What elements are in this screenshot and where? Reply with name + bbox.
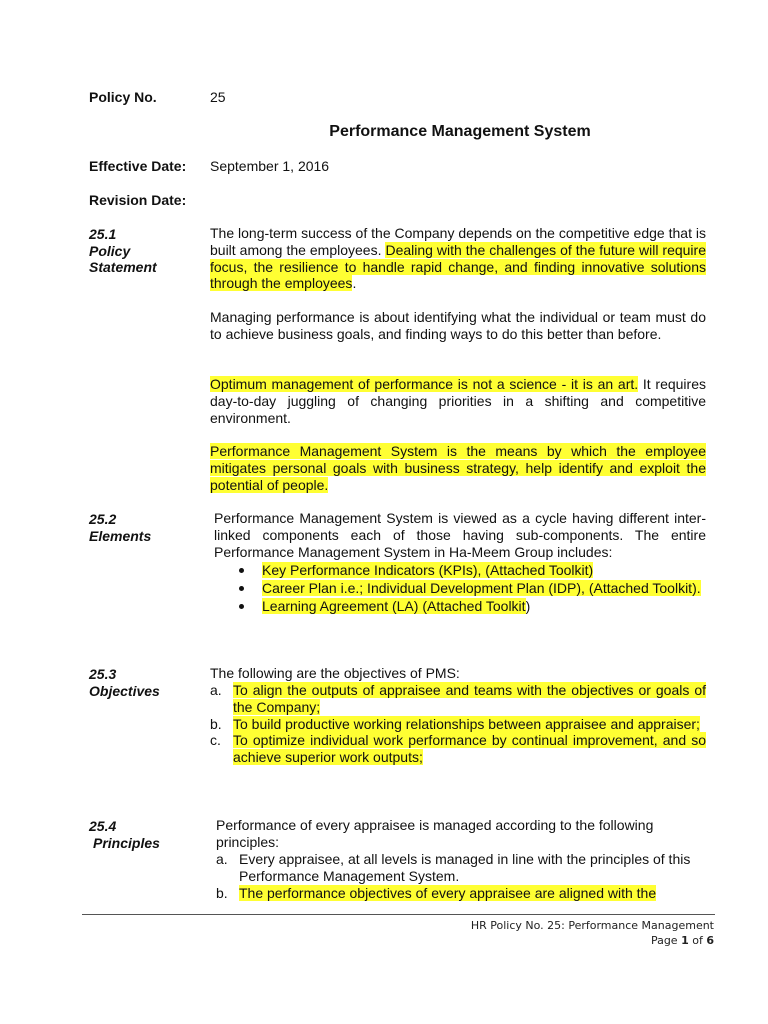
objectives-intro: The following are the objectives of PMS: [210, 665, 460, 681]
highlighted-text: Career Plan i.e.; Individual Development Plan (IDP), (Attached Toolkit). [262, 580, 701, 596]
current-page: 1 [681, 934, 689, 947]
policy-statement-p2: Managing performance is about identifying what the individual or team must do to achieve business goals, and finding ways to do this better than before. [210, 309, 706, 342]
footer-page-number [651, 934, 714, 947]
objectives-list [210, 682, 706, 766]
total-pages: 6 [706, 934, 714, 947]
section-name-line: Policy [89, 242, 131, 259]
highlighted-text: To optimize individual work performance by continual improvement, and so achieve superior work outputs; [233, 732, 706, 766]
list-item [214, 598, 706, 615]
section-name-line: Statement [89, 259, 157, 276]
section-number: 25.1 [89, 226, 117, 242]
footer-divider [82, 914, 715, 915]
principles-intro: Performance of every appraisee is managed according to the following principles: [216, 817, 654, 850]
list-marker: b. [210, 715, 222, 732]
highlighted-text: Performance Management System is the means by which the employee mitigates personal goals with business strategy, help identify and exploit the potential of people. [210, 443, 706, 493]
list-marker: c. [210, 732, 221, 749]
section-name-line: Objectives [89, 682, 160, 699]
highlighted-text: Key Performance Indicators (KPIs), (Attached Toolkit) [262, 562, 594, 578]
highlighted-text: Optimum management of performance is not a science - it is an art. [210, 376, 639, 392]
text-run: Page [650, 934, 682, 947]
section-number: 25.4 [89, 818, 117, 834]
highlighted-text: The performance objectives of every appraisee are aligned with the [239, 884, 657, 901]
page-title [0, 123, 768, 141]
elements-list [214, 562, 706, 615]
revision-date-label: Revision Date: [89, 192, 187, 208]
text-run: . [352, 275, 357, 292]
section-25-2-heading [89, 511, 151, 544]
highlighted-text: Dealing with the challenges of the future will require focus, the resilience to handle rapid change, and finding innovative solutions through the employees [210, 241, 706, 292]
policy-statement-p3 [210, 376, 706, 426]
elements-intro: Performance Management System is viewed as a cycle having different inter-linked components each of those having sub-components. The entire Performance Management System in Ha-Meem Group includes: [214, 510, 706, 560]
page-title-text: Performance Management System [329, 123, 591, 140]
text-run: Every appraisee, at all levels is managed in line with the principles of this Performance Management System. [239, 851, 691, 884]
section-number: 25.3 [89, 666, 117, 682]
policy-statement-p4 [210, 443, 706, 493]
highlighted-text: To build productive working relationships between appraisee and appraiser; [233, 715, 700, 732]
text-run: ) [525, 598, 531, 614]
list-item [216, 885, 706, 902]
footer-policy-title: HR Policy No. 25: Performance Management [470, 919, 714, 932]
text-run: It requires day-to-day juggling of changing priorities in a shifting and competitive environment. [210, 376, 706, 426]
policy-no-value: 25 [210, 89, 226, 105]
highlighted-text: Learning Agreement (LA) (Attached Toolkit [262, 598, 526, 614]
list-item [210, 682, 706, 716]
list-marker: a. [210, 682, 222, 698]
section-25-1-heading [89, 226, 157, 276]
policy-no-label: Policy No. [89, 89, 157, 105]
section-25-3-heading [89, 666, 160, 699]
section-name-line: Principles [93, 834, 160, 851]
section-name-line: Elements [89, 527, 152, 544]
list-item [210, 716, 706, 733]
list-item [216, 851, 706, 885]
policy-statement-p1 [210, 225, 706, 292]
section-25-4-heading [89, 818, 160, 851]
highlighted-text: To align the outputs of appraisee and teams with the objectives or goals of the Company; [233, 682, 706, 715]
effective-date-label: Effective Date: [89, 158, 187, 174]
list-item [214, 562, 706, 579]
list-item [214, 580, 706, 597]
list-item [210, 732, 706, 766]
text-run: The long-term success of the Company depends on the competitive edge that is built among the employees. [210, 225, 706, 258]
principles-list [216, 851, 706, 901]
list-marker: b. [216, 884, 228, 901]
section-number: 25.2 [89, 511, 117, 527]
list-marker: a. [216, 851, 228, 867]
effective-date-value: September 1, 2016 [210, 158, 330, 174]
text-run: of [688, 934, 707, 947]
